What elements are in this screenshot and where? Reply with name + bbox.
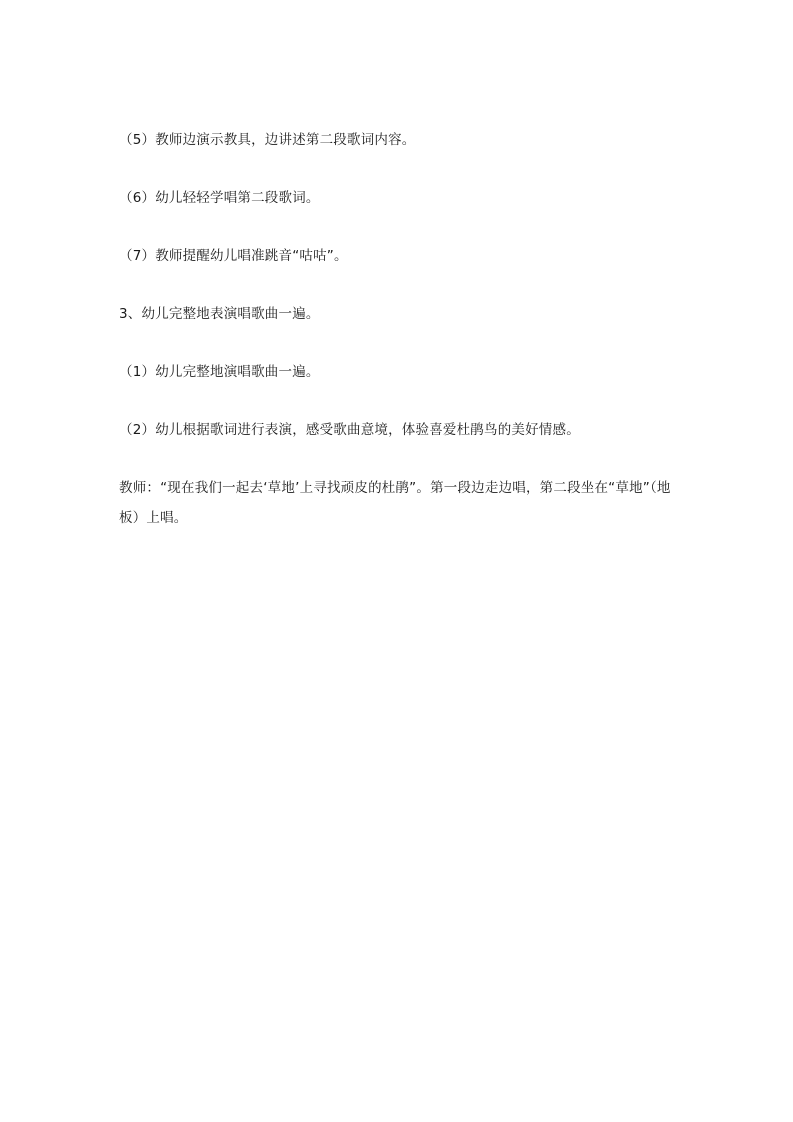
paragraph-step-6: （6）幼儿轻轻学唱第二段歌词。 bbox=[119, 190, 320, 206]
document-body bbox=[119, 129, 679, 533]
paragraph-step-7: （7）教师提醒幼儿唱准跳音“咕咕”。 bbox=[119, 248, 348, 264]
paragraph-substep-2: （2）幼儿根据歌词进行表演，感受歌曲意境，体验喜爱杜鹃鸟的美好情感。 bbox=[119, 422, 580, 438]
paragraph-substep-1: （1）幼儿完整地演唱歌曲一遍。 bbox=[119, 364, 320, 380]
paragraph-section-3: 3、幼儿完整地表演唱歌曲一遍。 bbox=[119, 306, 320, 322]
paragraph-step-5: （5）教师边演示教具，边讲述第二段歌词内容。 bbox=[119, 132, 416, 148]
paragraph-teacher-dialogue: 教师：“现在我们一起去‘草地’上寻找顽皮的杜鹃”。第一段边走边唱，第二段坐在“草地”（地板）上唱。 bbox=[119, 480, 671, 526]
